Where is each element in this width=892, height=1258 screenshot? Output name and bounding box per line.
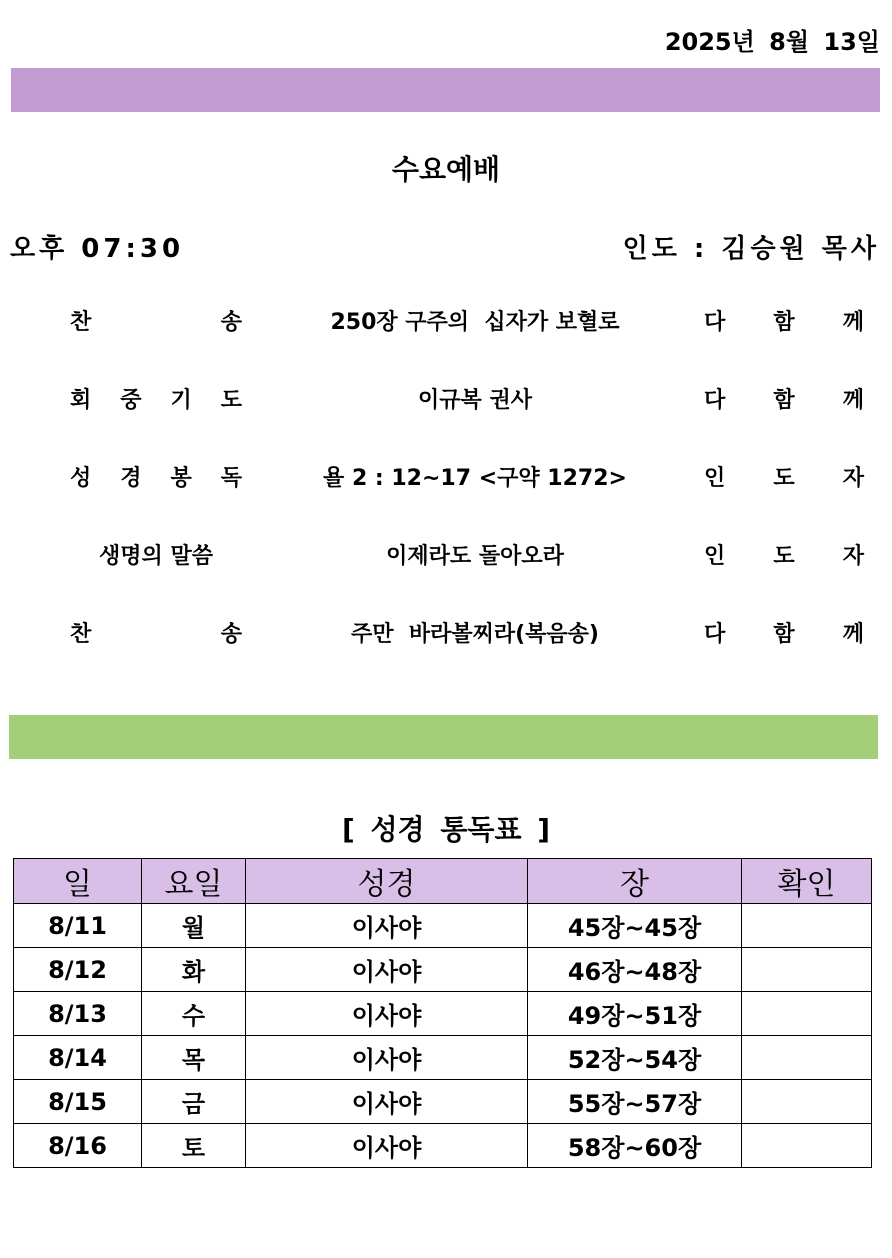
order-item: 생명의 말씀	[99, 544, 213, 569]
cell-check	[742, 1080, 872, 1124]
order-item: 회 중 기 도	[70, 388, 242, 413]
cell-check	[742, 1124, 872, 1168]
cell-date: 8/14	[14, 1036, 142, 1080]
reading-plan-title: [ 성경 통독표 ]	[341, 813, 551, 846]
cell-book: 이사야	[246, 1080, 528, 1124]
cell-chapters: 55장~57장	[528, 1080, 742, 1124]
cell-chapters: 46장~48장	[528, 948, 742, 992]
cell-weekday: 목	[142, 1036, 246, 1080]
cell-weekday: 수	[142, 992, 246, 1036]
header-check: 확인	[742, 859, 872, 904]
table-row	[14, 1080, 872, 1124]
cell-check	[742, 948, 872, 992]
table-row	[14, 1124, 872, 1168]
service-title: 수요예배	[391, 153, 501, 186]
cell-date: 8/12	[14, 948, 142, 992]
order-row	[0, 539, 892, 575]
cell-book: 이사야	[246, 904, 528, 948]
service-leader: 인도 : 김승원 목사	[622, 234, 880, 264]
header-day: 일	[14, 859, 142, 904]
cell-date: 8/16	[14, 1124, 142, 1168]
header-weekday: 요일	[142, 859, 246, 904]
order-row	[0, 461, 892, 497]
cell-weekday: 월	[142, 904, 246, 948]
table-row	[14, 948, 872, 992]
cell-chapters: 58장~60장	[528, 1124, 742, 1168]
bulletin-date: 2025년 8월 13일	[664, 28, 880, 56]
table-row	[14, 1036, 872, 1080]
order-content: 주만 바라볼찌라(복음송)	[351, 622, 599, 647]
green-divider-band	[9, 715, 878, 759]
table-row	[14, 992, 872, 1036]
order-row	[0, 617, 892, 653]
cell-date: 8/15	[14, 1080, 142, 1124]
order-item: 찬 송	[70, 310, 242, 335]
cell-check	[742, 992, 872, 1036]
cell-weekday: 화	[142, 948, 246, 992]
cell-weekday: 토	[142, 1124, 246, 1168]
cell-chapters: 45장~45장	[528, 904, 742, 948]
cell-weekday: 금	[142, 1080, 246, 1124]
header-chapters: 장	[528, 859, 742, 904]
purple-divider-band	[11, 68, 880, 112]
order-row	[0, 305, 892, 341]
order-content: 이규복 권사	[418, 388, 532, 413]
cell-chapters: 49장~51장	[528, 992, 742, 1036]
order-participant: 인 도 자	[704, 544, 864, 569]
cell-book: 이사야	[246, 1036, 528, 1080]
order-row	[0, 383, 892, 419]
cell-chapters: 52장~54장	[528, 1036, 742, 1080]
order-item: 찬 송	[70, 622, 242, 647]
cell-check	[742, 1036, 872, 1080]
order-content: 욜 2 : 12~17 <구약 1272>	[323, 466, 627, 491]
order-participant: 인 도 자	[704, 466, 864, 491]
cell-check	[742, 904, 872, 948]
cell-book: 이사야	[246, 1124, 528, 1168]
service-time: 오후 07:30	[10, 234, 185, 264]
order-item: 성 경 봉 독	[70, 466, 242, 491]
cell-book: 이사야	[246, 992, 528, 1036]
order-participant: 다 함 께	[704, 310, 864, 335]
order-participant: 다 함 께	[704, 388, 864, 413]
order-content: 이제라도 돌아오라	[386, 544, 564, 569]
cell-book: 이사야	[246, 948, 528, 992]
cell-date: 8/11	[14, 904, 142, 948]
order-content: 250장 구주의 십자가 보혈로	[330, 310, 620, 335]
table-header-row	[14, 859, 872, 904]
reading-plan-table	[13, 858, 872, 1168]
cell-date: 8/13	[14, 992, 142, 1036]
order-participant: 다 함 께	[704, 622, 864, 647]
header-book: 성경	[246, 859, 528, 904]
table-row	[14, 904, 872, 948]
